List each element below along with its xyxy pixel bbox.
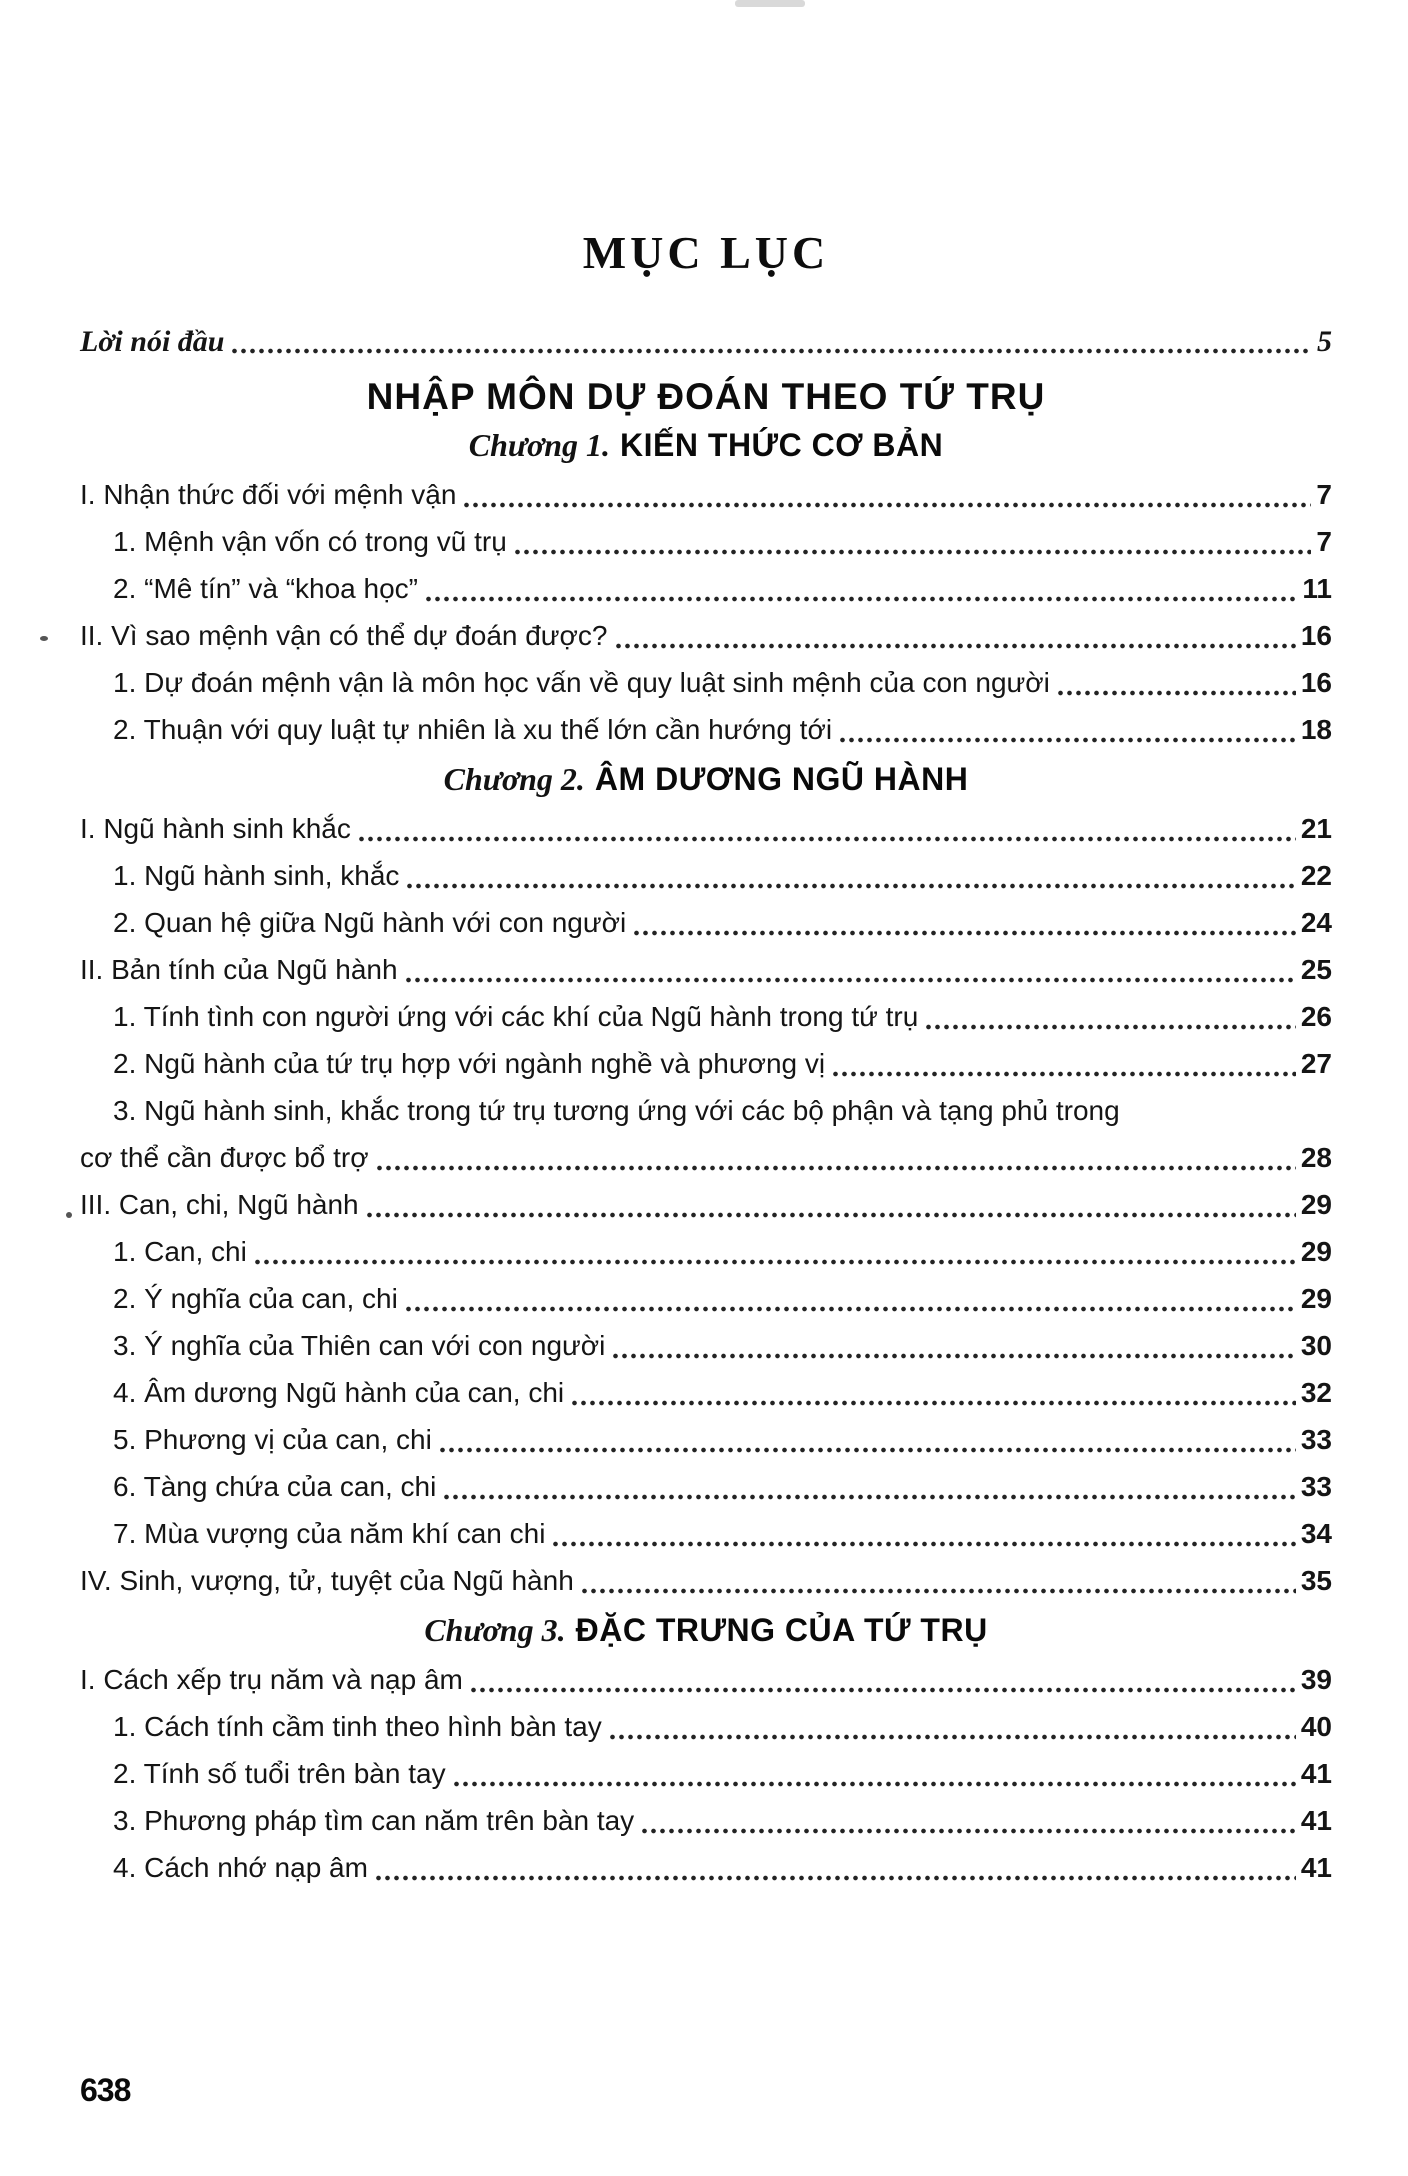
dot-leader: [404, 976, 1296, 984]
toc-entry-text: 3. Ý nghĩa của Thiên can với con người: [113, 1330, 606, 1361]
toc-entry-text: 3. Ngũ hành sinh, khắc trong tứ trụ tương ứng với các bộ phận và tạng phủ trong: [113, 1095, 1120, 1126]
toc-entry-page-number: 35: [1300, 1565, 1332, 1596]
toc-entry-page-number: 40: [1300, 1711, 1332, 1742]
toc-entry-text: 4. Âm dương Ngũ hành của can, chi: [113, 1377, 565, 1408]
dot-leader: [462, 501, 1311, 509]
toc-entry-text: 1. Mệnh vận vốn có trong vũ trụ: [113, 526, 507, 557]
toc-entry-page-number: 30: [1300, 1330, 1332, 1361]
toc-entry-page-number: 26: [1300, 1001, 1332, 1032]
toc-entry-text: 1. Cách tính cầm tinh theo hình bàn tay: [113, 1711, 602, 1742]
toc-entry-page-number: 21: [1300, 813, 1332, 844]
toc-entry: [80, 706, 1332, 753]
chapter-heading: [80, 419, 1332, 471]
toc-entry-page-number: 33: [1300, 1471, 1332, 1502]
toc-entry: [80, 1463, 1332, 1510]
toc-entry-page-number: 16: [1300, 620, 1332, 651]
toc-list: [80, 419, 1332, 1891]
dot-leader: [365, 1211, 1296, 1219]
toc-entry-text: II. Vì sao mệnh vận có thể dự đoán được?: [80, 620, 608, 651]
dot-leader: [608, 1733, 1296, 1741]
toc-entry-text: I. Ngũ hành sinh khắc: [80, 813, 351, 844]
dot-leader: [513, 548, 1312, 556]
preface-label: Lời nói đầu: [80, 325, 225, 358]
chapter-title: ĐẶC TRƯNG CỦA TỨ TRỤ: [575, 1612, 988, 1648]
page-title: MỤC LỤC: [582, 227, 830, 278]
toc-entry: [80, 1844, 1332, 1891]
dot-leader: [404, 1305, 1296, 1313]
toc-entry-page-number: 22: [1300, 860, 1332, 891]
dot-leader: [640, 1827, 1296, 1835]
dot-leader: [924, 1023, 1296, 1031]
dot-leader: [424, 595, 1297, 603]
scan-artifact: [735, 0, 805, 7]
toc-entry: [80, 1369, 1332, 1416]
toc-entry-text: 3. Phương pháp tìm can năm trên bàn tay: [113, 1805, 635, 1836]
toc-entry-text: 2. Tính số tuổi trên bàn tay: [113, 1758, 446, 1789]
toc-entry: [80, 1797, 1332, 1844]
scan-speck: [66, 1212, 72, 1218]
toc-entry-page-number: 39: [1300, 1664, 1332, 1695]
dot-leader: [374, 1874, 1296, 1882]
toc-entry-text: 1. Tính tình con người ứng với các khí của Ngũ hành trong tứ trụ: [113, 1001, 919, 1032]
toc-entry-page-number: 29: [1300, 1189, 1332, 1220]
toc-entry-page-number: 7: [1316, 479, 1332, 510]
chapter-title: KIẾN THỨC CƠ BẢN: [620, 427, 944, 463]
toc-entry-page-number: 41: [1300, 1852, 1332, 1883]
toc-entry-text: 2. “Mê tín” và “khoa học”: [113, 573, 419, 604]
toc-entry-text: 6. Tàng chứa của can, chi: [113, 1471, 437, 1502]
chapter-heading: [80, 1604, 1332, 1656]
chapter-label: Chương 1.: [468, 427, 611, 463]
toc-entry-page-number: 32: [1300, 1377, 1332, 1408]
toc-entry-text: 1. Can, chi: [113, 1236, 247, 1267]
toc-entry: [80, 471, 1332, 518]
toc-entry-text: IV. Sinh, vượng, tử, tuyệt của Ngũ hành: [80, 1565, 574, 1596]
toc-entry: [80, 1322, 1332, 1369]
dot-leader: [632, 929, 1296, 937]
preface-page-number: 5: [1317, 325, 1332, 358]
toc-entry-page-number: 16: [1300, 667, 1332, 698]
toc-entry: [80, 1087, 1332, 1134]
toc-entry-page-number: 33: [1300, 1424, 1332, 1455]
toc-entry: [80, 899, 1332, 946]
toc-entry-text: 2. Quan hệ giữa Ngũ hành với con người: [113, 907, 627, 938]
chapter-title: ÂM DƯƠNG NGŨ HÀNH: [594, 761, 969, 797]
toc-entry: [80, 1750, 1332, 1797]
toc-entry-page-number: 29: [1300, 1283, 1332, 1314]
toc-entry-page-number: 29: [1300, 1236, 1332, 1267]
toc-entry: [80, 1416, 1332, 1463]
toc-entry-page-number: 27: [1300, 1048, 1332, 1079]
toc-entry-text: cơ thể cần được bổ trợ: [80, 1142, 369, 1173]
toc-entry-page-number: 34: [1300, 1518, 1332, 1549]
toc-entry: [80, 993, 1332, 1040]
toc-entry: [80, 565, 1332, 612]
dot-leader: [357, 835, 1296, 843]
toc-entry-text: 5. Phương vị của can, chi: [113, 1424, 432, 1455]
dot-leader: [405, 882, 1295, 890]
toc-entry: [80, 1181, 1332, 1228]
dot-leader: [442, 1493, 1296, 1501]
dot-leader: [831, 1070, 1296, 1078]
toc-entry-text: 1. Ngũ hành sinh, khắc: [113, 860, 400, 891]
toc-entry-page-number: 25: [1300, 954, 1332, 985]
toc-entry-text: 4. Cách nhớ nạp âm: [113, 1852, 368, 1883]
toc-entry-page-number: 41: [1300, 1758, 1332, 1789]
toc-entry: [80, 1703, 1332, 1750]
toc-entry-text: III. Can, chi, Ngũ hành: [80, 1189, 359, 1220]
toc-entry: [80, 1510, 1332, 1557]
dot-leader: [838, 736, 1296, 744]
toc-entry-page-number: 11: [1302, 573, 1332, 604]
dot-leader: [1056, 689, 1296, 697]
chapter-heading: [80, 753, 1332, 805]
toc-entry-text: II. Bản tính của Ngũ hành: [80, 954, 398, 985]
dot-leader: [253, 1258, 1296, 1266]
toc-entry-text: I. Nhận thức đối với mệnh vận: [80, 479, 457, 510]
toc-entry-text: 2. Thuận với quy luật tự nhiên là xu thế lớn cần hướng tới: [113, 714, 833, 745]
dot-leader: [469, 1686, 1296, 1694]
scan-speck: [40, 636, 48, 641]
toc-entry: [80, 1557, 1332, 1604]
dot-leader: [230, 347, 1312, 355]
dot-leader: [611, 1352, 1295, 1360]
toc-entry-page-number: 18: [1300, 714, 1332, 745]
toc-entry-text: 2. Ngũ hành của tứ trụ hợp với ngành nghề và phương vị: [113, 1048, 826, 1079]
toc-entry: [80, 612, 1332, 659]
toc-entry-text: 1. Dự đoán mệnh vận là môn học vấn về quy luật sinh mệnh của con người: [113, 667, 1050, 698]
dot-leader: [570, 1399, 1296, 1407]
toc-entry-text: 2. Ý nghĩa của can, chi: [113, 1283, 398, 1314]
toc-entry: [80, 659, 1332, 706]
chapter-label: Chương 2.: [443, 761, 585, 797]
toc-entry-text: I. Cách xếp trụ năm và nạp âm: [80, 1664, 463, 1695]
toc-entry: [80, 1228, 1332, 1275]
dot-leader: [614, 642, 1296, 650]
toc-entry: [80, 1134, 1332, 1181]
toc-entry-page-number: 28: [1300, 1142, 1332, 1173]
dot-leader: [551, 1540, 1295, 1548]
toc-entry: [80, 1275, 1332, 1322]
toc-entry-text: 7. Mùa vượng của năm khí can chi: [113, 1518, 546, 1549]
toc-entry: [80, 805, 1332, 852]
toc-entry-preface: [80, 318, 1332, 365]
toc-entry: [80, 1040, 1332, 1087]
toc-entry-page-number: 24: [1300, 907, 1332, 938]
dot-leader: [438, 1446, 1296, 1454]
toc-entry: [80, 1656, 1332, 1703]
toc-entry-page-number: 41: [1300, 1805, 1332, 1836]
toc-entry: [80, 852, 1332, 899]
part-title: NHẬP MÔN DỰ ĐOÁN THEO TỨ TRỤ: [366, 376, 1046, 417]
dot-leader: [452, 1780, 1296, 1788]
dot-leader: [580, 1587, 1296, 1595]
dot-leader: [375, 1164, 1296, 1172]
toc-entry: [80, 518, 1332, 565]
folio-page-number: 638: [80, 2072, 131, 2108]
toc-entry-page-number: 7: [1316, 526, 1332, 557]
toc-entry: [80, 946, 1332, 993]
chapter-label: Chương 3.: [424, 1612, 566, 1648]
